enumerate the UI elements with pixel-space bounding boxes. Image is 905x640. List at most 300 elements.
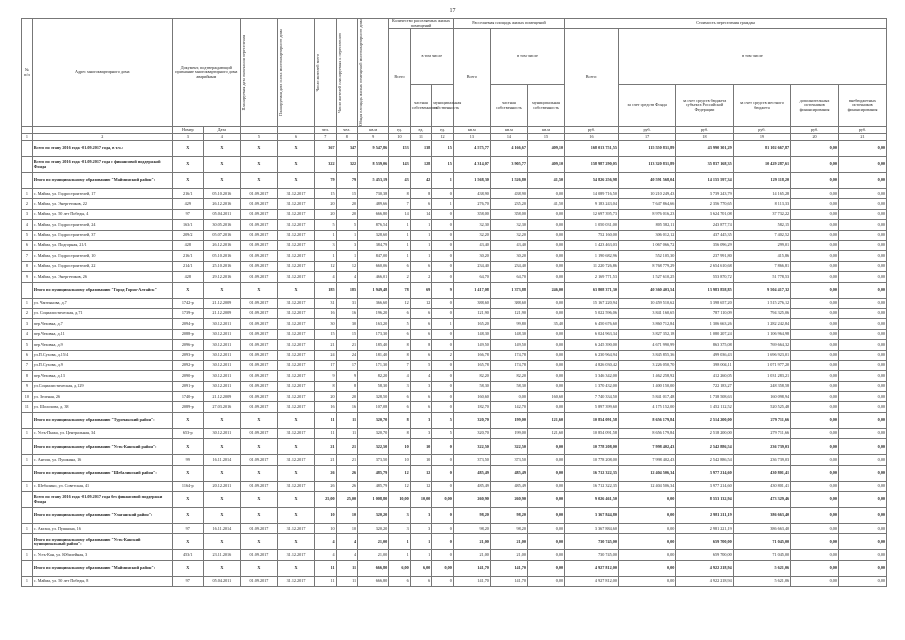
address-cell: Итого по муниципальному образованию "Майминский район": [32, 173, 172, 189]
info-cell: X [172, 412, 203, 428]
value-cell: 98,20 [490, 508, 527, 524]
value-cell: 0 [432, 550, 454, 560]
value-cell: 320,70 [358, 412, 389, 428]
value-cell: 0,00 [791, 173, 839, 189]
row-number: 5 [22, 340, 33, 350]
info-cell: X [172, 508, 203, 524]
value-cell: 6 [389, 402, 411, 412]
value-cell: 3 [336, 240, 358, 250]
header-region: за счет средств бюджета субъекта Российской Федерации [676, 85, 733, 127]
row-number [22, 141, 33, 157]
column-number: 20 [791, 134, 839, 141]
value-cell: 876,54 [358, 220, 389, 230]
value-cell: 0,00 [838, 240, 886, 250]
row-number [22, 282, 33, 298]
value-cell: 26 [336, 465, 358, 481]
value-cell: 3 977 214,60 [676, 481, 733, 491]
header-address: Адрес многоквартирного дома [32, 19, 172, 127]
value-cell: 306 012,12 [618, 230, 675, 240]
value-cell: 21 [336, 439, 358, 455]
subtotal-row [22, 534, 887, 550]
header-additional: дополнительных источников финансирования [791, 85, 839, 127]
value-cell: 0,00 [838, 534, 886, 550]
value-cell: 0,00 [791, 199, 839, 209]
value-cell: 14 089 716,50 [565, 189, 619, 199]
value-cell: 0 [432, 220, 454, 230]
value-cell: 0,00 [791, 251, 839, 261]
value-cell: 141,70 [490, 560, 527, 576]
value-cell: 7 998 402,43 [618, 439, 675, 455]
address-cell: с. Майма, ул. 50 лет Победы, 8 [32, 576, 172, 586]
value-cell: 489,66 [358, 199, 389, 209]
value-cell: 0 [432, 189, 454, 199]
address-cell: ул. Шолохова, д. 38 [32, 402, 172, 412]
info-cell: 01.09.2017 [240, 251, 277, 261]
address-cell: с. Майма, ул. Гидростроителей, 37 [32, 230, 172, 240]
value-cell: 0,00 [527, 308, 564, 318]
info-cell: X [277, 173, 314, 189]
value-cell: 0 [432, 534, 454, 550]
value-cell: 1 696 923,01 [733, 350, 790, 360]
info-cell: 30.12.2011 [203, 350, 240, 360]
value-cell: 4 [410, 371, 432, 381]
value-cell: 0 [432, 455, 454, 465]
info-cell: 31.12.2017 [277, 199, 314, 209]
value-cell: 1 106 964,98 [733, 329, 790, 339]
info-cell: 01.09.2017 [240, 298, 277, 308]
value-cell: 165,20 [453, 319, 490, 329]
row-number: 1 [22, 481, 33, 491]
value-cell: 6 [410, 261, 432, 271]
value-cell: 730,38 [358, 189, 389, 199]
value-cell: 322 [336, 157, 358, 173]
value-cell: 58,30 [358, 381, 389, 391]
info-cell: 01.09.2017 [240, 371, 277, 381]
header-document: Документ, подтверждающий признание многоквартирного дома аварийным [172, 19, 240, 127]
value-cell: 0,00 [791, 402, 839, 412]
value-cell: 11 [315, 412, 337, 428]
value-cell: 299,01 [733, 240, 790, 250]
header-rooms-municipal: муниципальная собственность [432, 85, 454, 127]
value-cell: 722 183,27 [676, 381, 733, 391]
value-cell: 0 [432, 340, 454, 350]
value-cell: 0 [432, 481, 454, 491]
info-cell: 31.12.2017 [277, 576, 314, 586]
value-cell: 98,20 [453, 524, 490, 534]
value-cell: 1 [389, 230, 411, 240]
info-cell: 30.12.2011 [203, 319, 240, 329]
value-cell: 26 [315, 465, 337, 481]
address-cell: пер.Чеховка, д.9 [32, 340, 172, 350]
value-cell: 0 [432, 576, 454, 586]
unit-cell: руб. [733, 127, 790, 134]
value-cell: 398 004,11 [676, 360, 733, 370]
unit-cell: чел. [315, 127, 337, 134]
value-cell: 660,06 [358, 261, 389, 271]
value-cell: 0,00 [791, 465, 839, 481]
value-cell: 10 [336, 524, 358, 534]
value-cell: 11 220 726,86 [565, 261, 619, 271]
value-cell: 32,30 [490, 220, 527, 230]
value-cell: 6,00 [389, 560, 411, 576]
value-cell: 328,50 [358, 392, 389, 402]
value-cell: 4 [315, 534, 337, 550]
value-cell: 8 [410, 189, 432, 199]
info-cell: 23.11.2016 [203, 550, 240, 560]
value-cell: 15 167 220,94 [565, 298, 619, 308]
header-rooms-incl: в том числе [410, 29, 453, 85]
info-cell: 216/1 [172, 189, 203, 199]
value-cell: 0,00 [791, 298, 839, 308]
value-cell: 1 423 463,03 [565, 240, 619, 250]
value-cell: 3 [410, 508, 432, 524]
value-cell: 2 514 200,00 [676, 412, 733, 428]
value-cell: 3 [410, 412, 432, 428]
value-cell: 12 404 506,34 [618, 465, 675, 481]
value-cell: 4 [389, 371, 411, 381]
value-cell: 0 [432, 240, 454, 250]
info-cell: 01.09.2017 [240, 308, 277, 318]
table-row [22, 524, 887, 534]
info-cell: 30.12.2011 [203, 360, 240, 370]
value-cell: 3 [389, 524, 411, 534]
value-cell: 0,00 [527, 230, 564, 240]
info-cell: X [240, 412, 277, 428]
value-cell: 0,00 [838, 492, 886, 508]
column-number: 5 [240, 134, 277, 141]
value-cell: 1 [336, 230, 358, 240]
value-cell: 1 452 112,52 [676, 402, 733, 412]
info-cell: 30.12.2011 [203, 340, 240, 350]
value-cell: 0,00 [791, 157, 839, 173]
info-cell: 30.05.2016 [203, 220, 240, 230]
value-cell: 0,00 [618, 492, 675, 508]
row-number: 1 [22, 550, 33, 560]
value-cell: 3 [410, 381, 432, 391]
value-cell: 0,00 [838, 392, 886, 402]
subtotal-row [22, 465, 887, 481]
value-cell: 0 [432, 402, 454, 412]
header-cost-group: Стоимость переселения граждан [565, 19, 887, 29]
value-cell: 3 367 844,80 [565, 508, 619, 524]
value-cell: 9 026 461,50 [565, 492, 619, 508]
value-cell: 0,00 [527, 298, 564, 308]
value-cell: 4 922 218,94 [676, 560, 733, 576]
info-cell: X [203, 560, 240, 576]
value-cell: 1 738 508,63 [676, 392, 733, 402]
value-cell: 0,00 [791, 282, 839, 298]
value-cell: 485,49 [490, 465, 527, 481]
info-cell: 31.12.2017 [277, 319, 314, 329]
column-numbers-row [22, 134, 887, 141]
value-cell: 10,00 [410, 492, 432, 508]
info-cell: 01.09.2017 [240, 340, 277, 350]
value-cell: 358,00 [490, 209, 527, 219]
value-cell: 0,00 [838, 381, 886, 391]
table-row [22, 550, 887, 560]
unit-cell: руб. [838, 127, 886, 134]
value-cell: 71 045,00 [733, 534, 790, 550]
info-cell: X [172, 141, 203, 157]
value-cell: 40 360 403,54 [618, 282, 675, 298]
page-number: 17 [449, 8, 456, 14]
value-cell: 386 663,40 [733, 508, 790, 524]
value-cell: 847,00 [358, 251, 389, 261]
value-cell: 2 169 771,53 [565, 272, 619, 282]
value-cell: 485,49 [453, 465, 490, 481]
value-cell: 0,00 [432, 492, 454, 508]
value-cell: 199,00 [490, 412, 527, 428]
address-cell: ул. Чаптынова, д.7 [32, 298, 172, 308]
value-cell: 185 [315, 282, 337, 298]
value-cell: 0 [432, 298, 454, 308]
value-cell: 20 [336, 209, 358, 219]
info-cell: 1740-р [172, 392, 203, 402]
value-cell: 26 [315, 481, 337, 491]
info-cell: 31.12.2017 [277, 298, 314, 308]
value-cell: 148,30 [490, 329, 527, 339]
value-cell: 16 712 322,35 [565, 465, 619, 481]
value-cell: 0,00 [791, 371, 839, 381]
value-cell: 3 226 050,70 [618, 360, 675, 370]
value-cell: 3 977 214,60 [676, 465, 733, 481]
value-cell: 367 [315, 141, 337, 157]
column-number: 10 [389, 134, 411, 141]
table-row [22, 220, 887, 230]
value-cell: 1 400 150,00 [618, 381, 675, 391]
value-cell: 769 664,32 [733, 340, 790, 350]
info-cell: 31.12.2017 [277, 402, 314, 412]
address-cell: с. Усть-Кан, ул. Юбилейная, 3 [32, 550, 172, 560]
address-cell: с. Майма, ул. Энергетиков, 26 [32, 272, 172, 282]
value-cell: 58,30 [490, 381, 527, 391]
value-cell: 21,00 [358, 550, 389, 560]
header-planned-demolition: Планируемая дата сноса многоквартирного дома [277, 19, 314, 127]
value-cell: 11 [315, 560, 337, 576]
info-cell: X [240, 465, 277, 481]
info-cell: 31.12.2017 [277, 240, 314, 250]
unit-cell: кв.м [527, 127, 564, 134]
value-cell: 0,00 [838, 481, 886, 491]
value-cell: 666,80 [358, 576, 389, 586]
info-cell: 31.12.2017 [277, 209, 314, 219]
value-cell: 412 260,05 [676, 371, 733, 381]
value-cell: 30,20 [453, 251, 490, 261]
info-cell: 30.12.2011 [203, 371, 240, 381]
value-cell: 166,78 [453, 350, 490, 360]
value-cell: 9 [336, 371, 358, 381]
value-cell: 0,00 [527, 455, 564, 465]
value-cell: 0,00 [618, 534, 675, 550]
value-cell: 8 656 179,84 [618, 428, 675, 438]
value-cell: 12 [389, 298, 411, 308]
info-cell: 01.09.2017 [240, 209, 277, 219]
address-cell: с. Майма, ул. 50 лет Победы, 4 [32, 209, 172, 219]
value-cell: 121,90 [453, 308, 490, 318]
value-cell: 0,00 [527, 576, 564, 586]
value-cell: 160,60 [527, 392, 564, 402]
info-cell: 97 [172, 209, 203, 219]
value-cell: 8 553 132,94 [676, 492, 733, 508]
value-cell: 24 [336, 350, 358, 360]
value-cell: 276,70 [453, 199, 490, 209]
value-cell: 15 [336, 329, 358, 339]
value-cell: 0,00 [527, 189, 564, 199]
info-cell: 27.03.2016 [203, 402, 240, 412]
value-cell: 0,00 [527, 371, 564, 381]
value-cell: 6 450 676,60 [565, 319, 619, 329]
value-cell: 10 [336, 508, 358, 524]
value-cell: 2 356 770,65 [676, 199, 733, 209]
value-cell: 0,00 [527, 360, 564, 370]
value-cell: 1 [410, 251, 432, 261]
row-number [22, 560, 33, 576]
column-number: 2 [32, 134, 172, 141]
value-cell: 10 [315, 524, 337, 534]
info-cell: X [203, 141, 240, 157]
value-cell: 409,10 [527, 157, 564, 173]
info-cell: 31.12.2017 [277, 371, 314, 381]
value-cell: 6 [410, 199, 432, 209]
value-cell: 5 841 017,48 [618, 392, 675, 402]
address-cell: ул. Социалистическая, д.71 [32, 308, 172, 318]
info-cell: 21.12.2009 [203, 298, 240, 308]
value-cell: 30 [315, 319, 337, 329]
unit-cell: руб. [618, 127, 675, 134]
value-cell: 473 329,46 [733, 492, 790, 508]
info-cell: 31.12.2017 [277, 360, 314, 370]
info-cell: 1739-р [172, 308, 203, 318]
value-cell: 10 [410, 439, 432, 455]
address-cell: пер.Чеховка, д.7 [32, 319, 172, 329]
row-number: 1 [22, 455, 33, 465]
column-number: 1 [22, 134, 33, 141]
value-cell: 805 582,11 [618, 220, 675, 230]
info-cell: 01.09.2017 [240, 524, 277, 534]
table-row [22, 261, 887, 271]
header-rooms-private: частная собственность [410, 85, 432, 127]
value-cell: 20 [336, 199, 358, 209]
info-cell: 16.11.2014 [203, 524, 240, 534]
address-cell: пер.Чеховка, д.13 [32, 371, 172, 381]
info-cell: X [240, 534, 277, 550]
value-cell: 0,00 [838, 230, 886, 240]
value-cell: 142,70 [490, 402, 527, 412]
value-cell: 6 [410, 319, 432, 329]
info-cell: 31.12.2017 [277, 308, 314, 318]
value-cell: 12 [336, 261, 358, 271]
value-cell: 235,20 [490, 199, 527, 209]
value-cell: 5 [336, 220, 358, 230]
info-cell: 01.09.2017 [240, 272, 277, 282]
value-cell: 21 [315, 340, 337, 350]
value-cell: 520 525,48 [733, 402, 790, 412]
info-cell: 29.12.2016 [203, 272, 240, 282]
info-cell: X [277, 534, 314, 550]
value-cell: 128 [410, 157, 432, 173]
column-number: 18 [676, 134, 733, 141]
info-cell: 2089-р [172, 402, 203, 412]
header-rooms-group: Количество расселяемых жилых помещений [389, 19, 454, 29]
value-cell: 3 [315, 240, 337, 250]
value-cell: 2 542 886,54 [676, 455, 733, 465]
subtotal-row [22, 412, 887, 428]
value-cell: 358,00 [453, 209, 490, 219]
value-cell: 3 346 342,00 [565, 371, 619, 381]
info-cell: X [240, 439, 277, 455]
value-cell: 31 [336, 298, 358, 308]
value-cell: 320,20 [358, 524, 389, 534]
table-row [22, 455, 887, 465]
unit-cell: руб. [791, 127, 839, 134]
value-cell: 0 [432, 381, 454, 391]
value-cell: 17 [336, 360, 358, 370]
value-cell: 7 866,81 [733, 261, 790, 271]
value-cell: 4 [336, 272, 358, 282]
value-cell: 21,00 [453, 534, 490, 550]
value-cell: 10,00 [389, 492, 411, 508]
value-cell: 185 [336, 282, 358, 298]
table-row [22, 329, 887, 339]
header-fund: за счет средств Фонда [618, 85, 675, 127]
value-cell: 32,30 [453, 220, 490, 230]
value-cell: 13 983 858,85 [676, 282, 733, 298]
header-planned-date: Планируемая дата окончания переселения [240, 19, 277, 127]
value-cell: 0,00 [838, 412, 886, 428]
subtotal-row [22, 439, 887, 455]
info-cell: 2091-р [172, 381, 203, 391]
value-cell: 4 314,07 [453, 157, 490, 173]
value-cell: 6 [389, 329, 411, 339]
value-cell: 1 071 977,20 [733, 360, 790, 370]
value-cell: 0,00 [838, 157, 886, 173]
value-cell: 0,00 [527, 340, 564, 350]
unit-cell: кв.м [453, 127, 490, 134]
address-cell: с. Майма, ул. Гидростроителей, 22 [32, 261, 172, 271]
value-cell: 730 745,00 [565, 550, 619, 560]
info-cell: 31.12.2017 [277, 189, 314, 199]
info-cell: 31.12.2017 [277, 230, 314, 240]
value-cell: 0,00 [527, 272, 564, 282]
value-cell: 582,15 [733, 220, 790, 230]
value-cell: 0,00 [527, 481, 564, 491]
value-cell: 163,20 [358, 319, 389, 329]
value-cell: 236 739,03 [733, 455, 790, 465]
value-cell: 21,00 [358, 534, 389, 550]
value-cell: 1 949,48 [358, 282, 389, 298]
row-number: 1 [22, 189, 33, 199]
table-row [22, 381, 887, 391]
info-cell: X [203, 282, 240, 298]
value-cell: 437 445,35 [676, 230, 733, 240]
info-cell: 428 [172, 240, 203, 250]
value-cell: 0,00 [838, 308, 886, 318]
value-cell: 3 [410, 428, 432, 438]
value-cell: 8 113,33 [733, 199, 790, 209]
info-cell: 31.12.2017 [277, 261, 314, 271]
subtotal-row [22, 282, 887, 298]
unit-cell: руб. [565, 127, 619, 134]
value-cell: 6 024 963,34 [565, 329, 619, 339]
value-cell: 279 711,66 [733, 428, 790, 438]
unit-cell: руб. [676, 127, 733, 134]
value-cell: 552 105,30 [618, 251, 675, 261]
info-cell: X [240, 173, 277, 189]
address-cell: Итого по муниципальному образованию "Усть-Канский муниципальный район": [32, 534, 172, 550]
value-cell: 0,00 [791, 230, 839, 240]
row-number: 2 [22, 308, 33, 318]
value-cell: 1 [410, 550, 432, 560]
